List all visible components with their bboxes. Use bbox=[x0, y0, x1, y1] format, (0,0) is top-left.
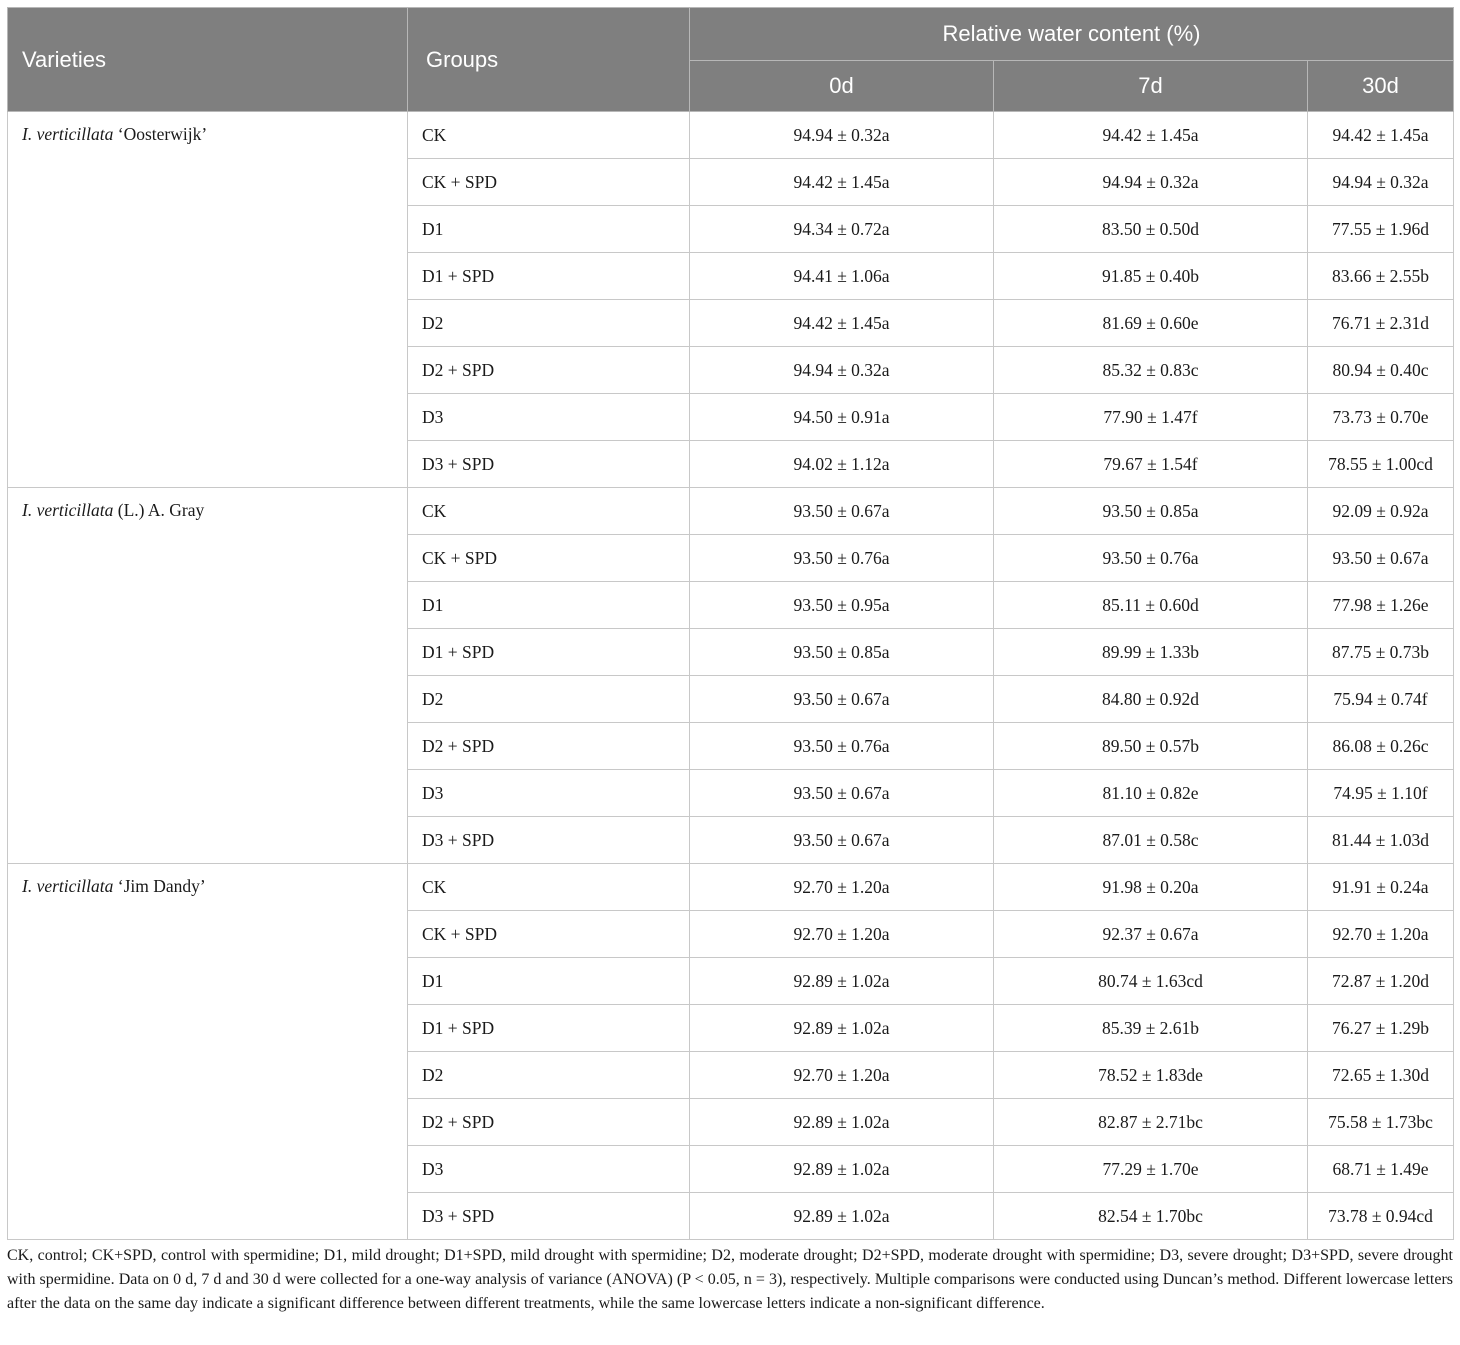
variety-name bbox=[8, 488, 408, 864]
day-0-value: 92.70 ± 1.20a bbox=[690, 864, 994, 911]
day-0-value: 92.89 ± 1.02a bbox=[690, 1005, 994, 1052]
day-0-value: 93.50 ± 0.67a bbox=[690, 676, 994, 723]
group-cell: D3 bbox=[408, 770, 690, 817]
day-30-value: 83.66 ± 2.55b bbox=[1308, 253, 1454, 300]
table-row bbox=[8, 864, 1454, 911]
group-cell: CK + SPD bbox=[408, 911, 690, 958]
day-30-value: 93.50 ± 0.67a bbox=[1308, 535, 1454, 582]
day-30-value: 74.95 ± 1.10f bbox=[1308, 770, 1454, 817]
day-30-value: 86.08 ± 0.26c bbox=[1308, 723, 1454, 770]
header-varieties: Varieties bbox=[8, 8, 408, 112]
header-day-30: 30d bbox=[1308, 61, 1454, 112]
day-30-value: 76.27 ± 1.29b bbox=[1308, 1005, 1454, 1052]
day-7-value: 89.50 ± 0.57b bbox=[994, 723, 1308, 770]
table-footnote: CK, control; CK+SPD, control with spermidine; D1, mild drought; D1+SPD, mild drought with spermidine; D2, moderate drought; D2+SPD, moderate drought with spermidine; D3, severe drought; D3+SPD, severe drought with spermidine. Data on 0 d, 7 d and 30 d were collected for a one-way analysis of variance (ANOVA) (P < 0.05, n = 3), respectively. Multiple comparisons were conducted using Duncan’s method. Different lowercase letters after the data on the same day indicate a significant difference between different treatments, while the same lowercase letters indicate a non-significant difference. bbox=[7, 1247, 1453, 1312]
group-cell: D3 bbox=[408, 394, 690, 441]
day-7-value: 91.85 ± 0.40b bbox=[994, 253, 1308, 300]
table-row bbox=[8, 112, 1454, 159]
day-30-value: 78.55 ± 1.00cd bbox=[1308, 441, 1454, 488]
group-cell: D2 + SPD bbox=[408, 1099, 690, 1146]
day-7-value: 85.39 ± 2.61b bbox=[994, 1005, 1308, 1052]
table-header bbox=[8, 8, 1454, 112]
day-30-value: 77.98 ± 1.26e bbox=[1308, 582, 1454, 629]
day-30-value: 80.94 ± 0.40c bbox=[1308, 347, 1454, 394]
day-7-value: 87.01 ± 0.58c bbox=[994, 817, 1308, 864]
day-0-value: 94.41 ± 1.06a bbox=[690, 253, 994, 300]
day-30-value: 94.94 ± 0.32a bbox=[1308, 159, 1454, 206]
day-30-value: 87.75 ± 0.73b bbox=[1308, 629, 1454, 676]
day-0-value: 92.89 ± 1.02a bbox=[690, 1193, 994, 1240]
table-body bbox=[8, 112, 1454, 1240]
day-0-value: 93.50 ± 0.76a bbox=[690, 723, 994, 770]
relative-water-content-table bbox=[7, 7, 1454, 1240]
group-cell: CK bbox=[408, 864, 690, 911]
day-7-value: 93.50 ± 0.76a bbox=[994, 535, 1308, 582]
variety-cultivar: ‘Jim Dandy’ bbox=[113, 876, 206, 896]
day-7-value: 84.80 ± 0.92d bbox=[994, 676, 1308, 723]
day-30-value: 91.91 ± 0.24a bbox=[1308, 864, 1454, 911]
variety-cultivar: ‘Oosterwijk’ bbox=[113, 124, 208, 144]
day-0-value: 92.89 ± 1.02a bbox=[690, 1099, 994, 1146]
day-7-value: 79.67 ± 1.54f bbox=[994, 441, 1308, 488]
day-30-value: 77.55 ± 1.96d bbox=[1308, 206, 1454, 253]
header-day-7: 7d bbox=[994, 61, 1308, 112]
day-7-value: 81.69 ± 0.60e bbox=[994, 300, 1308, 347]
group-cell: D1 bbox=[408, 206, 690, 253]
day-0-value: 94.02 ± 1.12a bbox=[690, 441, 994, 488]
header-day-0: 0d bbox=[690, 61, 994, 112]
group-cell: CK bbox=[408, 488, 690, 535]
day-30-value: 68.71 ± 1.49e bbox=[1308, 1146, 1454, 1193]
group-cell: D2 bbox=[408, 676, 690, 723]
day-30-value: 75.58 ± 1.73bc bbox=[1308, 1099, 1454, 1146]
day-7-value: 94.94 ± 0.32a bbox=[994, 159, 1308, 206]
day-0-value: 92.89 ± 1.02a bbox=[690, 1146, 994, 1193]
header-relative-water-content: Relative water content (%) bbox=[690, 8, 1454, 61]
group-cell: D2 + SPD bbox=[408, 723, 690, 770]
day-7-value: 80.74 ± 1.63cd bbox=[994, 958, 1308, 1005]
group-cell: D2 bbox=[408, 300, 690, 347]
day-0-value: 94.42 ± 1.45a bbox=[690, 300, 994, 347]
group-cell: D1 + SPD bbox=[408, 629, 690, 676]
day-7-value: 78.52 ± 1.83de bbox=[994, 1052, 1308, 1099]
day-30-value: 73.78 ± 0.94cd bbox=[1308, 1193, 1454, 1240]
day-0-value: 93.50 ± 0.85a bbox=[690, 629, 994, 676]
day-0-value: 92.70 ± 1.20a bbox=[690, 911, 994, 958]
day-0-value: 94.94 ± 0.32a bbox=[690, 112, 994, 159]
day-7-value: 82.54 ± 1.70bc bbox=[994, 1193, 1308, 1240]
day-0-value: 94.94 ± 0.32a bbox=[690, 347, 994, 394]
variety-species: I. verticillata bbox=[22, 500, 114, 520]
day-0-value: 94.50 ± 0.91a bbox=[690, 394, 994, 441]
day-7-value: 91.98 ± 0.20a bbox=[994, 864, 1308, 911]
day-7-value: 93.50 ± 0.85a bbox=[994, 488, 1308, 535]
day-0-value: 94.34 ± 0.72a bbox=[690, 206, 994, 253]
day-7-value: 94.42 ± 1.45a bbox=[994, 112, 1308, 159]
variety-species: I. verticillata bbox=[22, 124, 114, 144]
group-cell: CK + SPD bbox=[408, 535, 690, 582]
group-cell: D3 + SPD bbox=[408, 1193, 690, 1240]
day-7-value: 85.32 ± 0.83c bbox=[994, 347, 1308, 394]
table-container bbox=[7, 7, 1453, 1240]
day-30-value: 72.87 ± 1.20d bbox=[1308, 958, 1454, 1005]
day-7-value: 85.11 ± 0.60d bbox=[994, 582, 1308, 629]
day-30-value: 76.71 ± 2.31d bbox=[1308, 300, 1454, 347]
day-30-value: 73.73 ± 0.70e bbox=[1308, 394, 1454, 441]
group-cell: D3 + SPD bbox=[408, 817, 690, 864]
group-cell: D1 bbox=[408, 582, 690, 629]
day-7-value: 92.37 ± 0.67a bbox=[994, 911, 1308, 958]
day-0-value: 93.50 ± 0.67a bbox=[690, 817, 994, 864]
day-30-value: 75.94 ± 0.74f bbox=[1308, 676, 1454, 723]
day-7-value: 77.90 ± 1.47f bbox=[994, 394, 1308, 441]
day-30-value: 94.42 ± 1.45a bbox=[1308, 112, 1454, 159]
group-cell: D3 + SPD bbox=[408, 441, 690, 488]
variety-cultivar: (L.) A. Gray bbox=[113, 500, 205, 520]
group-cell: D1 + SPD bbox=[408, 253, 690, 300]
day-30-value: 81.44 ± 1.03d bbox=[1308, 817, 1454, 864]
group-cell: D1 + SPD bbox=[408, 1005, 690, 1052]
day-0-value: 93.50 ± 0.95a bbox=[690, 582, 994, 629]
day-7-value: 77.29 ± 1.70e bbox=[994, 1146, 1308, 1193]
group-cell: CK + SPD bbox=[408, 159, 690, 206]
day-0-value: 93.50 ± 0.67a bbox=[690, 488, 994, 535]
day-7-value: 83.50 ± 0.50d bbox=[994, 206, 1308, 253]
day-0-value: 92.70 ± 1.20a bbox=[690, 1052, 994, 1099]
day-30-value: 92.70 ± 1.20a bbox=[1308, 911, 1454, 958]
group-cell: D3 bbox=[408, 1146, 690, 1193]
group-cell: D2 + SPD bbox=[408, 347, 690, 394]
day-0-value: 93.50 ± 0.67a bbox=[690, 770, 994, 817]
group-cell: D1 bbox=[408, 958, 690, 1005]
header-groups: Groups bbox=[408, 8, 690, 112]
day-0-value: 94.42 ± 1.45a bbox=[690, 159, 994, 206]
day-30-value: 72.65 ± 1.30d bbox=[1308, 1052, 1454, 1099]
day-30-value: 92.09 ± 0.92a bbox=[1308, 488, 1454, 535]
day-0-value: 92.89 ± 1.02a bbox=[690, 958, 994, 1005]
variety-name bbox=[8, 864, 408, 1240]
day-7-value: 82.87 ± 2.71bc bbox=[994, 1099, 1308, 1146]
variety-species: I. verticillata bbox=[22, 876, 114, 896]
variety-name bbox=[8, 112, 408, 488]
group-cell: D2 bbox=[408, 1052, 690, 1099]
day-7-value: 81.10 ± 0.82e bbox=[994, 770, 1308, 817]
table-row bbox=[8, 488, 1454, 535]
group-cell: CK bbox=[408, 112, 690, 159]
day-0-value: 93.50 ± 0.76a bbox=[690, 535, 994, 582]
day-7-value: 89.99 ± 1.33b bbox=[994, 629, 1308, 676]
